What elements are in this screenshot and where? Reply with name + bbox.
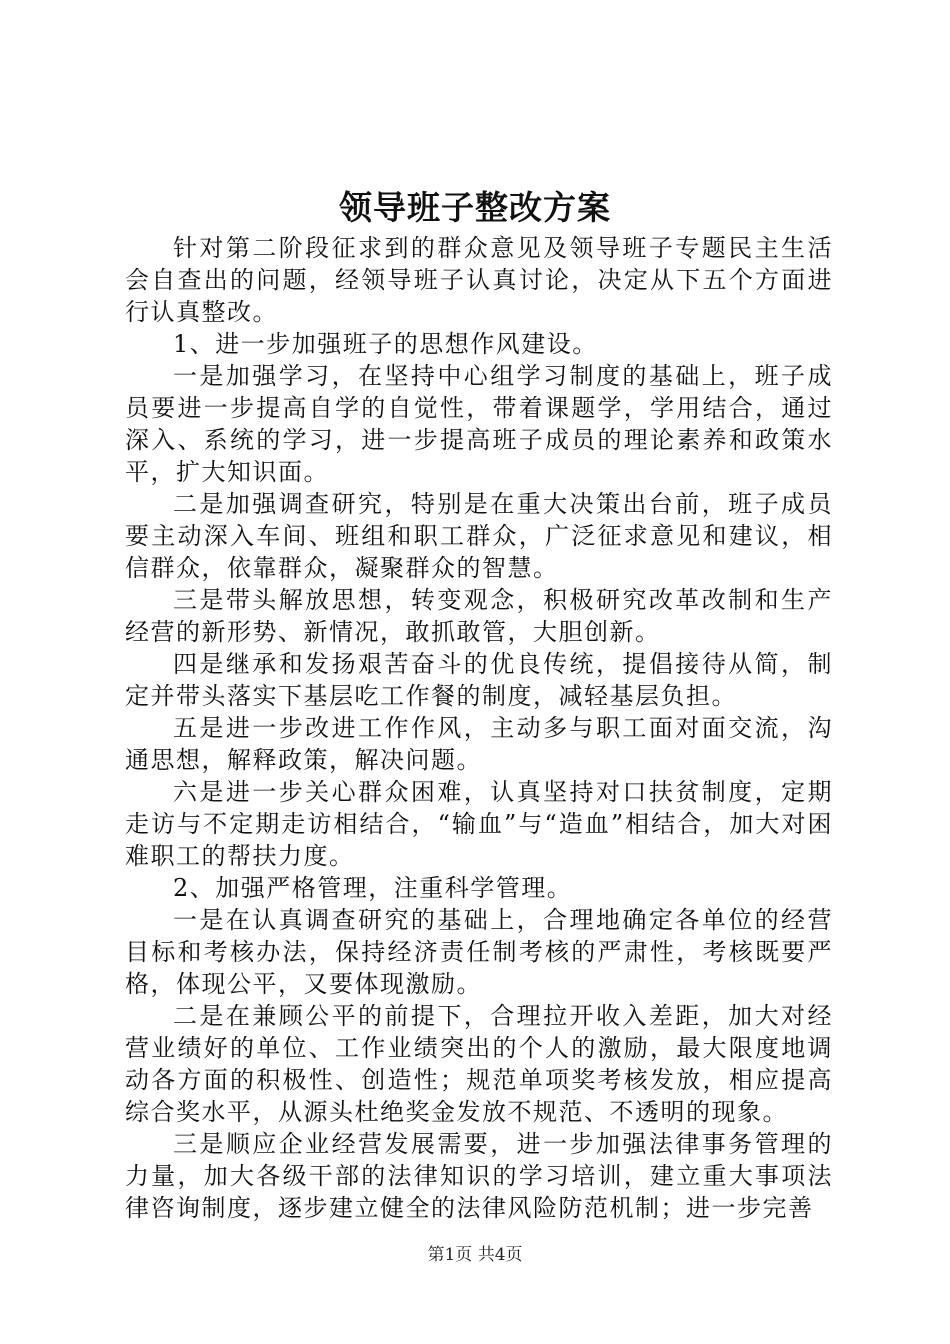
document-title: 领导班子整改方案: [339, 188, 611, 227]
page-number-footer: 第1页 共4页: [427, 1245, 523, 1265]
paragraph: 五是进一步改进工作作风，主动多与职工面对面交流，沟通思想，解释政策，解决问题。: [125, 714, 833, 774]
document-body: [125, 232, 833, 1224]
paragraph: 六是进一步关心群众困难，认真坚持对口扶贫制度，定期走访与不定期走访相结合，“输血”与“造血”相结合，加大对困难职工的帮扶力度。: [125, 778, 833, 870]
paragraph: 二是加强调查研究，特别是在重大决策出台前，班子成员要主动深入车间、班组和职工群众，广泛征求意见和建议，相信群众，依靠群众，凝聚群众的智慧。: [125, 490, 833, 582]
paragraph: 二是在兼顾公平的前提下，合理拉开收入差距，加大对经营业绩好的单位、工作业绩突出的个人的激励，最大限度地调动各方面的积极性、创造性；规范单项奖考核发放，相应提高综合奖水平，从源头杜绝奖金发放不规范、不透明的现象。: [125, 1002, 833, 1126]
paragraph: 三是带头解放思想，转变观念，积极研究改革改制和生产经营的新形势、新情况，敢抓敢管，大胆创新。: [125, 586, 833, 646]
section-heading-2: 2、加强严格管理，注重科学管理。: [173, 874, 573, 902]
section-heading-1: 1、进一步加强班子的思想作风建设。: [173, 330, 598, 358]
paragraph: 一是加强学习，在坚持中心组学习制度的基础上，班子成员要进一步提高自学的自觉性，带着课题学，学用结合，通过深入、系统的学习，进一步提高班子成员的理论素养和政策水平，扩大知识面。: [125, 362, 833, 486]
paragraph: 四是继承和发扬艰苦奋斗的优良传统，提倡接待从简，制定并带头落实下基层吃工作餐的制度，减轻基层负担。: [125, 650, 833, 710]
paragraph: 三是顺应企业经营发展需要，进一步加强法律事务管理的力量，加大各级干部的法律知识的学习培训，建立重大事项法律咨询制度，逐步建立健全的法律风险防范机制；进一步完善: [125, 1130, 833, 1222]
paragraph: 一是在认真调查研究的基础上，合理地确定各单位的经营目标和考核办法，保持经济责任制考核的严肃性，考核既要严格，体现公平，又要体现激励。: [125, 906, 833, 998]
paragraph-intro: 针对第二阶段征求到的群众意见及领导班子专题民主生活会自查出的问题，经领导班子认真讨论，决定从下五个方面进行认真整改。: [125, 234, 833, 326]
